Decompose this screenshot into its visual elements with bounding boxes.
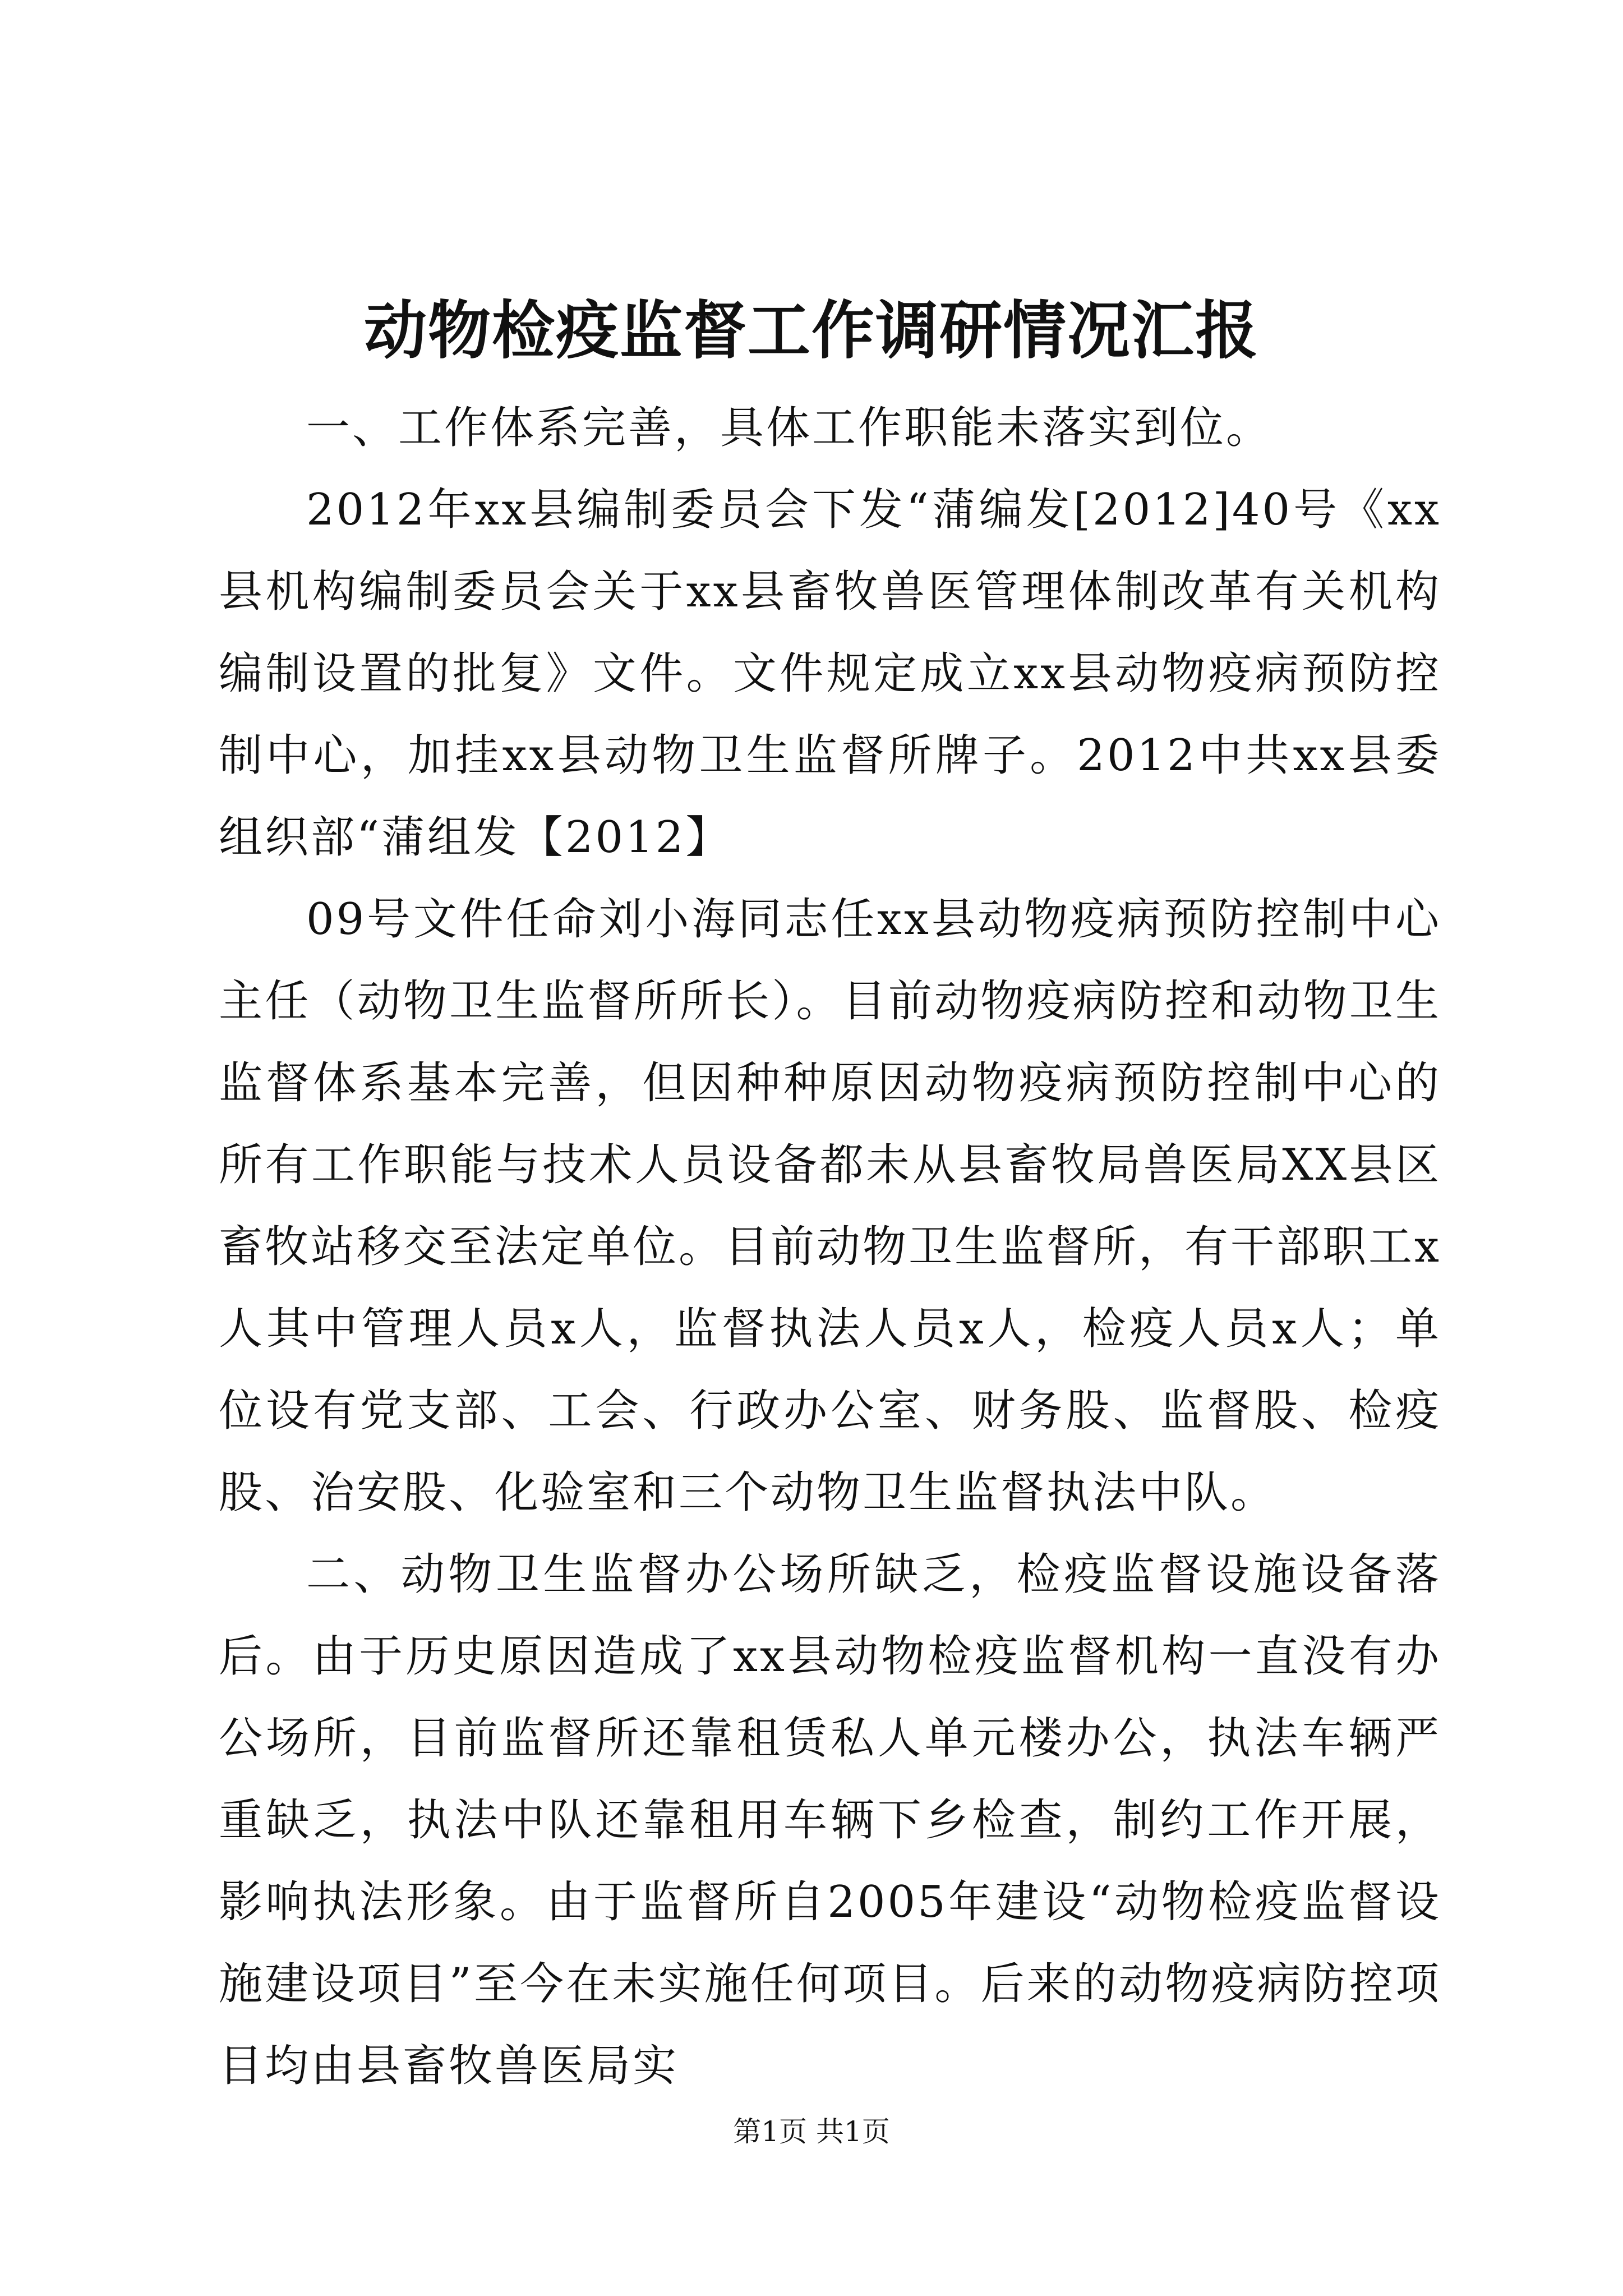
paragraph-appointment-and-staff: 09号文件任命刘小海同志任xx县动物疫病预防控制中心主任（动物卫生监督所所长）。目前动物疫病防控和动物卫生监督体系基本完善，但因种种原因动物疫病预防控制中心的所有工作职能与技术人员设备都未从县畜牧局兽医局XX县区畜牧站移交至法定单位。目前动物卫生监督所，有干部职工x人其中管理人员x人，监督执法人员x人，检疫人员x人；单位设有党支部、工会、行政办公室、财务股、监督股、检疫股、治安股、化验室和三个动物卫生监督执法中队。: [219, 894, 1441, 1518]
paragraph-2012-document: 2012年xx县编制委员会下发“蒲编发[2012]40号《xx县机构编制委员会关于xx县畜牧兽医管理体制改革有关机构编制设置的批复》文件。文件规定成立xx县动物疫病预防控制中心，加挂xx县动物卫生监督所牌子。2012中共xx县委组织部“蒲组发【2012】: [219, 485, 1441, 863]
document-title: 动物检疫监督工作调研情况汇报: [364, 294, 1259, 367]
page-number-footer: 第1页 共1页: [733, 2115, 890, 2148]
paragraph-section-two: 二、动物卫生监督办公场所缺乏，检疫监督设施设备落后。由于历史原因造成了xx县动物检疫监督机构一直没有办公场所，目前监督所还靠租赁私人单元楼办公，执法车辆严重缺乏，执法中队还靠租用车辆下乡检查，制约工作开展，影响执法形象。由于监督所自2005年建设“动物检疫监督设施建设项目”至今在未实施任何项目。后来的动物疫病防控项目均由县畜牧兽医局实: [219, 1549, 1441, 2091]
paragraph-section-one-heading: 一、工作体系完善，具体工作职能未落实到位。: [306, 403, 1272, 453]
document-body: [219, 387, 1441, 2107]
